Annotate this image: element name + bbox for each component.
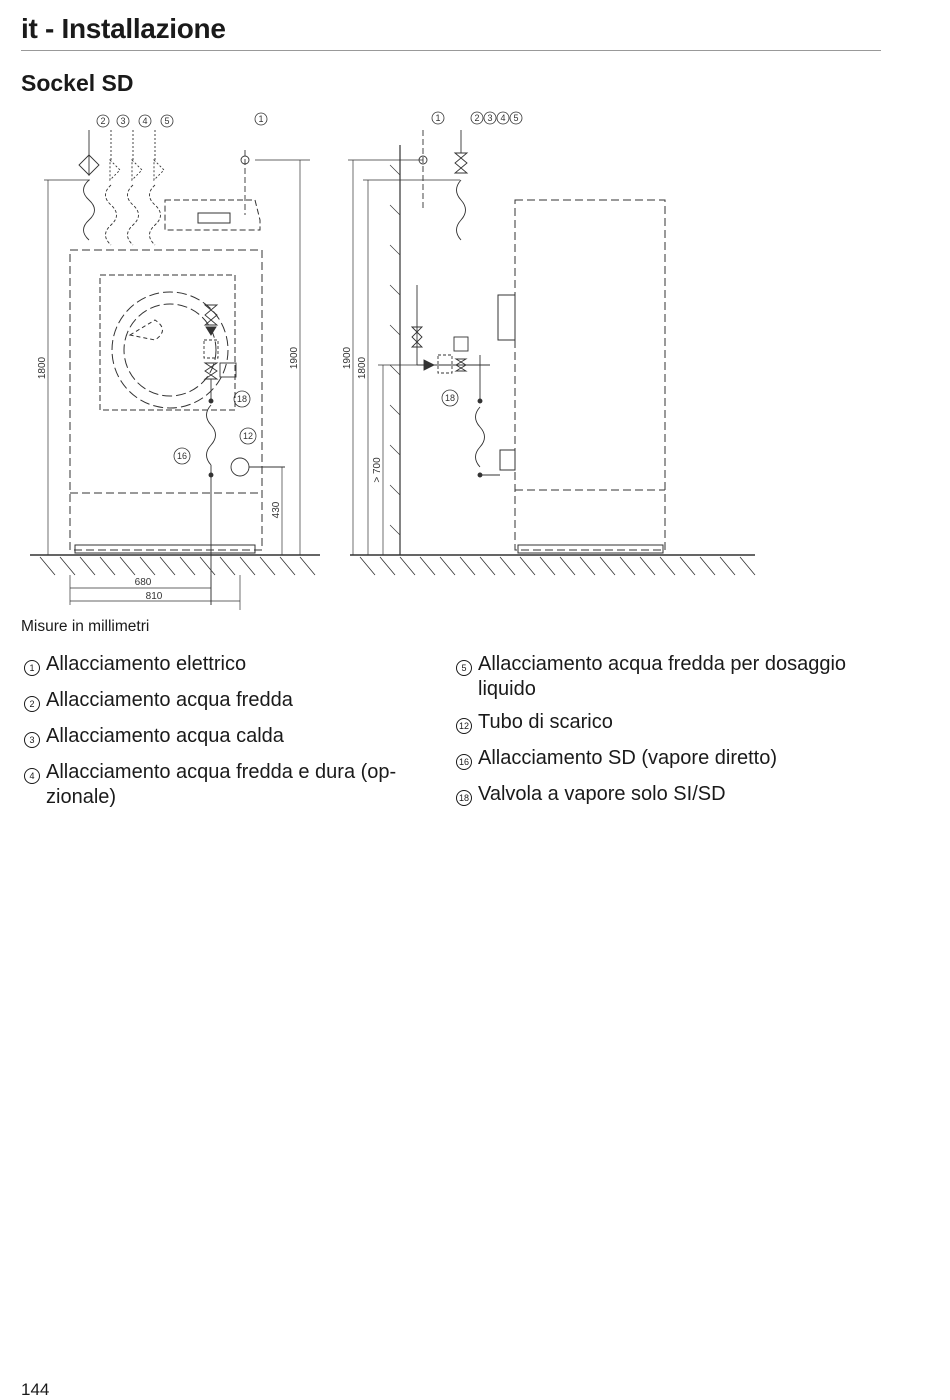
svg-text:2: 2	[100, 116, 106, 126]
svg-text:16: 16	[176, 451, 188, 461]
svg-text:4: 4	[142, 116, 148, 126]
legend-text: Allacciamento acqua calda	[46, 725, 284, 747]
svg-text:4: 4	[500, 113, 506, 123]
svg-text:18: 18	[444, 393, 456, 403]
legend-left	[24, 652, 434, 818]
callout-number: 18	[456, 790, 472, 806]
side-view	[348, 130, 755, 575]
installation-drawing	[20, 105, 760, 610]
svg-text:680: 680	[134, 577, 152, 588]
callout-number: 4	[24, 768, 40, 784]
legend-item	[456, 746, 866, 774]
legend-item	[24, 724, 434, 752]
callout-number: 16	[456, 754, 472, 770]
front-view	[30, 130, 320, 610]
drawing-caption: Misure in millimetri	[21, 618, 150, 635]
svg-text:1: 1	[435, 113, 441, 123]
callout-number: 2	[24, 696, 40, 712]
svg-text:1900: 1900	[342, 346, 353, 370]
legend-text: Allacciamento elettrico	[46, 653, 247, 675]
svg-text:810: 810	[145, 591, 163, 602]
legend-text: Allacciamento SD (vapore diretto)	[478, 747, 778, 769]
svg-text:2: 2	[474, 113, 480, 123]
svg-text:1800: 1800	[357, 356, 368, 380]
svg-text:1900: 1900	[289, 346, 300, 370]
section-title: Sockel SD	[21, 70, 134, 96]
legend-item	[456, 710, 866, 738]
legend-item	[24, 760, 434, 810]
legend-item	[456, 652, 866, 702]
callout-number: 3	[24, 732, 40, 748]
svg-text:1: 1	[258, 114, 264, 124]
legend-item	[24, 688, 434, 716]
svg-text:5: 5	[164, 116, 170, 126]
callout-number: 5	[456, 660, 472, 676]
svg-text:18: 18	[236, 394, 248, 404]
legend-item	[24, 652, 434, 680]
callout-number: 1	[24, 660, 40, 676]
svg-text:1800: 1800	[37, 356, 48, 380]
legend-text: Tubo di scarico	[478, 711, 613, 733]
legend-right	[456, 652, 866, 818]
front-callouts	[97, 113, 267, 464]
page-header	[21, 10, 881, 51]
svg-text:3: 3	[120, 116, 126, 126]
legend-text: Allacciamento acqua fredda e dura (opzionale)	[46, 761, 397, 808]
page-number: 144	[21, 1380, 50, 1399]
callout-number: 12	[456, 718, 472, 734]
svg-text:> 700: > 700	[372, 457, 383, 483]
legend-text: Allacciamento acqua fredda	[46, 689, 293, 711]
svg-text:5: 5	[513, 113, 519, 123]
side-callouts	[432, 112, 522, 406]
legend-item	[456, 782, 866, 810]
svg-text:430: 430	[271, 501, 282, 519]
svg-text:3: 3	[487, 113, 493, 123]
svg-text:12: 12	[242, 431, 254, 441]
legend-text: Allacciamento acqua fredda per dosaggio liquido	[478, 653, 847, 700]
page-title: it - Installazione	[21, 13, 226, 44]
legend-text: Valvola a vapore solo SI/SD	[478, 783, 726, 805]
